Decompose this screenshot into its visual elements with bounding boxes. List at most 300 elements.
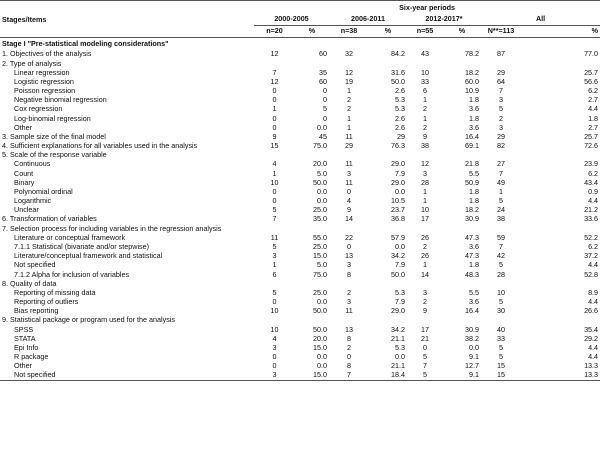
count-cell: 1 <box>423 95 427 105</box>
percent-cell: 16.4 <box>465 132 479 141</box>
percent-cell: 50.0 <box>313 306 327 316</box>
percent-cell <box>521 151 600 160</box>
percent-cell: 29.2 <box>584 334 599 343</box>
percent-cell: 45 <box>319 132 327 141</box>
percent-cell: 84.2 <box>391 50 405 59</box>
percent-cell: 57.9 <box>391 233 405 242</box>
percent-cell <box>369 59 407 68</box>
percent-cell: 50.0 <box>313 325 327 334</box>
percent-cell: 1.8 <box>469 196 479 206</box>
table-row <box>0 50 600 59</box>
percent-cell: 21.8 <box>465 160 479 169</box>
percent-cell: 30.9 <box>465 325 479 334</box>
percent-cell: 31.6 <box>391 68 405 77</box>
table-row <box>0 233 600 242</box>
table-row <box>0 334 600 343</box>
period-header-3: 2012-2017* <box>407 14 481 26</box>
count-cell: 5 <box>499 297 503 307</box>
percent-cell: 13.3 <box>521 371 600 381</box>
pct-label-3: % <box>458 26 466 36</box>
count-cell: 7 <box>499 169 503 178</box>
table-row <box>0 353 600 362</box>
count-cell: 9 <box>272 132 277 141</box>
row-label: 5. Scale of the response variable <box>2 150 107 160</box>
percent-cell: 60 <box>319 77 327 86</box>
percent-cell: 2.6 <box>395 86 405 96</box>
row-label: Unclear <box>14 205 39 215</box>
row-label: 4. Sufficient explanations for all variables used in the analysis <box>2 141 198 151</box>
percent-cell: 50.0 <box>391 270 405 279</box>
table-row <box>0 133 600 142</box>
count-cell: 5 <box>272 288 277 297</box>
percent-cell: 50.0 <box>391 77 405 86</box>
percent-cell: 29.0 <box>391 160 405 169</box>
count-cell <box>481 151 521 160</box>
count-cell: 6 <box>423 86 427 96</box>
count-cell: 6 <box>272 270 277 279</box>
percent-cell <box>295 59 329 68</box>
count-cell: 10 <box>270 325 279 334</box>
table-row <box>0 270 600 279</box>
count-cell: 5 <box>499 105 503 114</box>
table-row <box>0 151 600 160</box>
percent-cell: 34.2 <box>391 251 405 261</box>
count-cell: 12 <box>345 68 353 77</box>
count-cell: 0 <box>272 196 277 206</box>
percent-cell: 35.0 <box>313 215 327 224</box>
percent-cell: 0.0 <box>317 361 327 371</box>
count-cell: 29 <box>345 141 353 151</box>
count-cell <box>254 224 295 233</box>
percent-cell: 43.4 <box>584 178 599 187</box>
row-label: STATA <box>14 334 36 343</box>
percent-cell: 5.3 <box>395 105 405 114</box>
percent-cell: 8.9 <box>588 288 599 297</box>
table-row <box>0 197 600 206</box>
percent-cell: 5.0 <box>317 260 327 270</box>
percent-cell: 5.0 <box>317 169 327 178</box>
percent-cell: 0 <box>323 95 327 105</box>
table-row <box>0 169 600 178</box>
row-label: 3. Sample size of the final model <box>2 132 106 141</box>
percent-cell <box>295 151 329 160</box>
count-cell: 0 <box>272 114 277 123</box>
percent-cell: 18.2 <box>465 205 479 215</box>
count-cell: 3 <box>347 169 351 178</box>
row-label: Binary <box>14 178 35 187</box>
percent-cell: 50.0 <box>313 178 327 187</box>
percent-cell: 0.0 <box>317 297 327 307</box>
count-cell: 0 <box>272 86 277 96</box>
percent-cell: 4.4 <box>588 196 599 206</box>
count-cell: 2 <box>423 242 427 251</box>
row-label: 2. Type of analysis <box>2 59 62 68</box>
count-cell: 3 <box>272 251 277 261</box>
count-cell: 7 <box>272 68 277 77</box>
table-row <box>0 188 600 197</box>
table-row <box>0 261 600 270</box>
count-cell: 38 <box>421 141 429 151</box>
percent-cell: 0.0 <box>395 187 405 196</box>
table-row <box>0 279 600 288</box>
row-label: Other <box>14 123 32 132</box>
row-label: Logarithmic <box>14 196 52 206</box>
percent-cell: 25.0 <box>313 288 327 297</box>
percent-cell: 6.2 <box>588 86 599 96</box>
count-cell: 0 <box>272 187 277 196</box>
count-cell: 8 <box>347 334 351 343</box>
percent-cell: 0.9 <box>588 187 599 196</box>
count-cell: 5 <box>272 242 277 251</box>
row-label: 1. Objectives of the analysis <box>2 50 92 59</box>
row-label: 8. Quality of data <box>2 279 57 288</box>
count-cell: 10 <box>270 306 279 316</box>
percent-cell: 60.0 <box>465 77 479 86</box>
percent-cell: 5.3 <box>395 95 405 105</box>
percent-cell <box>443 59 481 68</box>
count-cell: 0 <box>272 297 277 307</box>
count-cell: 0 <box>347 242 351 251</box>
count-cell: 43 <box>421 50 429 59</box>
count-cell: 3 <box>423 169 427 178</box>
count-cell <box>329 224 369 233</box>
percent-cell: 56.6 <box>584 77 599 86</box>
count-cell <box>329 151 369 160</box>
percent-cell: 3.6 <box>469 123 479 132</box>
count-cell: 87 <box>497 50 505 59</box>
count-cell <box>329 59 369 68</box>
percent-cell: 0 <box>323 114 327 123</box>
percent-cell: 15.0 <box>313 343 327 352</box>
table-row <box>0 224 600 233</box>
table-row <box>0 325 600 334</box>
section-title: Stage I "Pre-statistical modeling considerations" <box>2 39 169 49</box>
count-cell: 9 <box>347 205 351 215</box>
count-cell: 2 <box>347 343 351 352</box>
n-label-3: n=55 <box>416 26 434 36</box>
count-cell: 30 <box>497 306 505 316</box>
count-cell: 33 <box>421 77 429 86</box>
row-label: Reporting of outliers <box>14 297 79 307</box>
count-cell <box>329 316 369 325</box>
percent-cell: 35 <box>319 68 327 77</box>
row-label: Linear regression <box>14 68 70 77</box>
period-header-2: 2006-2011 <box>329 14 407 26</box>
percent-cell: 16.4 <box>465 306 479 316</box>
count-cell <box>254 316 295 325</box>
count-cell: 3 <box>347 260 351 270</box>
percent-cell: 55.0 <box>313 233 327 242</box>
count-cell: 14 <box>345 215 353 224</box>
count-cell: 0 <box>423 343 427 352</box>
percent-cell: 0.0 <box>317 123 327 132</box>
percent-cell: 50.9 <box>465 178 479 187</box>
row-label: R package <box>14 352 49 362</box>
count-cell: 2 <box>499 114 503 123</box>
count-cell: 4 <box>272 160 277 169</box>
percent-cell: 1.8 <box>469 114 479 123</box>
count-cell: 8 <box>347 361 351 371</box>
percent-cell: 9.1 <box>469 352 479 362</box>
count-cell: 10 <box>497 288 505 297</box>
percent-cell: 72.6 <box>584 141 599 151</box>
count-cell: 7 <box>423 361 427 371</box>
table-row <box>0 344 600 353</box>
row-label: Literature or conceptual framework <box>14 233 126 242</box>
count-cell: 40 <box>497 325 505 334</box>
count-cell: 1 <box>423 114 427 123</box>
count-cell <box>481 59 521 68</box>
percent-cell: 3.6 <box>469 105 479 114</box>
count-cell: 7 <box>499 242 503 251</box>
count-cell <box>407 224 443 233</box>
count-cell: 29 <box>497 132 505 141</box>
percent-cell: 69.1 <box>465 141 479 151</box>
percent-cell: 1.8 <box>588 114 599 123</box>
count-cell: 5 <box>423 352 427 362</box>
count-cell: 3 <box>272 343 277 352</box>
count-cell: 24 <box>497 205 505 215</box>
table-row <box>0 96 600 105</box>
count-cell: 59 <box>497 233 505 242</box>
count-cell: 0 <box>272 352 277 362</box>
percent-cell: 5.5 <box>469 169 479 178</box>
percent-cell: 25.0 <box>313 242 327 251</box>
percent-cell: 0.0 <box>317 196 327 206</box>
percent-cell: 0.0 <box>317 352 327 362</box>
count-cell: 10 <box>270 178 279 187</box>
percent-cell: 20.0 <box>313 334 327 343</box>
percent-cell: 18.4 <box>369 371 407 381</box>
table-row <box>0 206 600 215</box>
table-row <box>0 243 600 252</box>
count-cell: 1 <box>347 114 351 123</box>
percent-cell: 25.7 <box>584 68 599 77</box>
percent-cell: 75.0 <box>313 141 327 151</box>
count-cell: 1 <box>347 86 351 96</box>
count-cell: 2 <box>347 288 351 297</box>
row-label: 7.1.1 Statistical (bivariate and/or stepwise) <box>14 242 150 251</box>
count-cell: 4 <box>272 334 277 343</box>
table-row <box>0 59 600 68</box>
count-cell: 49 <box>497 178 505 187</box>
count-cell <box>254 59 295 68</box>
count-cell: 1 <box>272 169 277 178</box>
percent-cell: 52.2 <box>584 233 599 242</box>
row-label: 7.1.2 Alpha for inclusion of variables <box>14 270 130 279</box>
count-cell: 19 <box>345 77 353 86</box>
row-label: SPSS <box>14 325 34 334</box>
percent-cell <box>443 224 481 233</box>
row-label: Cox regression <box>14 105 63 114</box>
count-cell: 21 <box>421 334 429 343</box>
percent-cell: 26.6 <box>584 306 599 316</box>
percent-cell <box>369 224 407 233</box>
count-cell: 14 <box>421 270 429 279</box>
count-cell <box>407 59 443 68</box>
percent-cell: 52.8 <box>584 270 599 279</box>
table-row <box>0 215 600 224</box>
table-row <box>0 123 600 132</box>
percent-cell: 0.0 <box>395 242 405 251</box>
row-label: Logistic regression <box>14 77 74 86</box>
percent-cell: 0 <box>323 86 327 96</box>
percent-cell: 25.7 <box>584 132 599 141</box>
count-cell: 5 <box>499 352 503 362</box>
percent-cell: 10.5 <box>391 196 405 206</box>
percent-cell: 4.4 <box>588 260 599 270</box>
table-row <box>0 288 600 297</box>
row-label: Other <box>14 361 32 371</box>
count-cell: 12 <box>270 77 279 86</box>
count-cell: 0 <box>347 187 351 196</box>
count-cell: 2 <box>423 297 427 307</box>
percent-cell: 18.2 <box>465 68 479 77</box>
percent-cell <box>521 59 600 68</box>
table-row <box>0 68 600 77</box>
count-cell <box>407 279 443 288</box>
percent-cell: 3.6 <box>469 297 479 307</box>
table-row <box>0 114 600 123</box>
count-cell: 12 <box>421 160 429 169</box>
count-cell: 11 <box>345 306 353 316</box>
percent-cell: 25.0 <box>313 205 327 215</box>
percent-cell <box>521 316 600 325</box>
count-cell: 2 <box>423 123 427 132</box>
count-cell: 26 <box>421 251 429 261</box>
percent-cell: 4.4 <box>588 352 599 362</box>
percent-cell: 7.9 <box>395 297 405 307</box>
percent-cell <box>369 316 407 325</box>
percent-cell <box>295 316 329 325</box>
count-cell: 3 <box>423 288 427 297</box>
percent-cell <box>443 279 481 288</box>
table-row <box>0 142 600 151</box>
count-cell: 42 <box>497 251 505 261</box>
row-label: Log-binomial regression <box>14 114 91 123</box>
count-cell: 7 <box>329 371 369 381</box>
table-row <box>0 298 600 307</box>
percent-cell <box>443 316 481 325</box>
count-cell: 2 <box>423 105 427 114</box>
percent-cell: 76.3 <box>391 141 405 151</box>
count-cell <box>254 279 295 288</box>
percent-cell: 1.8 <box>469 260 479 270</box>
count-cell <box>481 279 521 288</box>
percent-cell: 4.4 <box>588 105 599 114</box>
table-row <box>0 105 600 114</box>
count-cell: 0 <box>347 352 351 362</box>
percent-cell: 5.5 <box>469 288 479 297</box>
percent-cell: 7.9 <box>395 260 405 270</box>
count-cell: 27 <box>497 160 505 169</box>
count-cell: 32 <box>345 50 353 59</box>
percent-cell: 29.0 <box>391 178 405 187</box>
percent-cell: 21.1 <box>391 361 405 371</box>
percent-cell: 20.0 <box>313 160 327 169</box>
table-row <box>0 160 600 169</box>
count-cell: 3 <box>347 297 351 307</box>
percent-cell: 21.2 <box>584 205 599 215</box>
count-cell: 82 <box>497 141 505 151</box>
count-cell <box>407 151 443 160</box>
percent-cell: 12.7 <box>465 361 479 371</box>
percent-cell <box>521 224 600 233</box>
percent-cell: 9.1 <box>443 371 481 381</box>
table-row <box>0 78 600 87</box>
count-cell: 15 <box>481 371 521 381</box>
row-label: Epi Info <box>14 343 39 352</box>
percent-cell: 4.4 <box>588 343 599 352</box>
percent-cell: 33.6 <box>584 215 599 224</box>
percent-cell: 1.8 <box>469 187 479 196</box>
count-cell: 8 <box>347 270 351 279</box>
count-cell: 0 <box>272 361 277 371</box>
percent-cell: 21.1 <box>391 334 405 343</box>
percent-cell <box>295 224 329 233</box>
count-cell: 5 <box>272 205 277 215</box>
row-label: Poisson regression <box>14 86 76 96</box>
count-cell: 1 <box>347 123 351 132</box>
count-cell <box>481 316 521 325</box>
count-cell: 2 <box>347 95 351 105</box>
percent-cell: 78.2 <box>465 50 479 59</box>
row-label: 7. Selection process for including variables in the regression analysis <box>2 224 222 233</box>
percent-cell: 23.7 <box>391 205 405 215</box>
count-cell <box>254 151 295 160</box>
count-cell: 28 <box>497 270 505 279</box>
percent-cell: 4.4 <box>588 297 599 307</box>
count-cell: 0 <box>272 123 277 132</box>
percent-cell: 35.4 <box>584 325 599 334</box>
percent-cell: 15.0 <box>313 251 327 261</box>
count-cell: 7 <box>272 215 277 224</box>
count-cell: 3 <box>499 95 503 105</box>
row-label: Bias reporting <box>14 306 59 316</box>
count-cell: 22 <box>345 233 353 242</box>
percent-cell: 29 <box>397 132 405 141</box>
count-cell: 15 <box>270 141 279 151</box>
percent-cell: 13.3 <box>584 361 599 371</box>
count-cell: 13 <box>345 325 353 334</box>
percent-cell: 47.3 <box>465 233 479 242</box>
six-year-periods-header: Six-year periods <box>399 3 455 13</box>
row-label: Reporting of missing data <box>14 288 96 297</box>
row-label: 6. Transformation of variables <box>2 215 97 224</box>
percent-cell: 2.7 <box>588 123 599 132</box>
count-cell: 7 <box>499 86 503 96</box>
percent-cell <box>443 151 481 160</box>
count-cell: 11 <box>345 132 353 141</box>
count-cell: 1 <box>499 187 503 196</box>
table-row <box>0 178 600 187</box>
count-cell: 1 <box>423 196 427 206</box>
count-cell: 1 <box>423 187 427 196</box>
percent-cell: 6.2 <box>588 242 599 251</box>
percent-cell: 5.3 <box>395 343 405 352</box>
count-cell: 5 <box>499 260 503 270</box>
count-cell <box>407 316 443 325</box>
count-cell <box>481 224 521 233</box>
row-label: Literature/conceptual framework and statistical <box>14 251 163 261</box>
percent-cell: 0.0 <box>395 352 405 362</box>
n-label-1: n=20 <box>266 26 283 36</box>
percent-cell: 3.6 <box>469 242 479 251</box>
count-cell: 5 <box>499 196 503 206</box>
percent-cell: 5 <box>323 105 327 114</box>
count-cell: 1 <box>423 260 427 270</box>
count-cell: 11 <box>345 160 353 169</box>
